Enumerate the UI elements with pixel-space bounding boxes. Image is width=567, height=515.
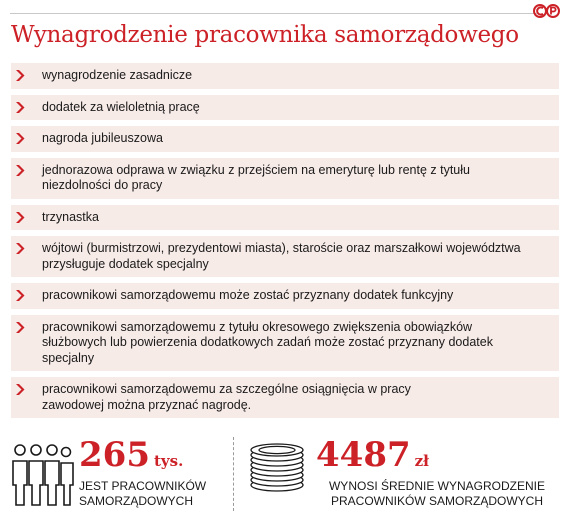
list-item xyxy=(11,377,559,418)
chevron-right-icon xyxy=(14,243,25,254)
list-item xyxy=(11,158,559,199)
employees-caption xyxy=(79,479,206,509)
list-item-text: nagroda jubileuszowa xyxy=(42,131,163,145)
employees-caption-line1: JEST PRACOWNIKÓW xyxy=(79,479,207,493)
chevron-right-icon xyxy=(14,165,25,176)
employees-value: 265 xyxy=(79,435,150,475)
list-item xyxy=(11,126,559,152)
chevron-right-icon xyxy=(14,70,25,81)
salary-unit: zł xyxy=(414,452,429,470)
salary-caption-line2: PRACOWNIKÓW SAMORZĄDOWYCH xyxy=(331,494,543,508)
salary-caption-line1: WYNOSI ŚREDNIE WYNAGRODZENIE xyxy=(328,479,546,493)
list-item xyxy=(11,236,559,277)
logo-icon xyxy=(533,2,563,20)
stats-footer xyxy=(0,433,567,515)
page-title: Wynagrodzenie pracownika samorządowego xyxy=(11,22,519,48)
list-item-text: jednorazowa odprawa w związku z przejściem na emeryturę lub rentę z tytułu niezdolności do pracy xyxy=(42,162,470,192)
salary-value: 4487 xyxy=(316,435,411,475)
list-item xyxy=(11,63,559,89)
list-item-text: dodatek za wieloletnią pracę xyxy=(42,99,200,114)
list-item-text: wynagrodzenie zasadnicze xyxy=(42,68,193,82)
coins-icon xyxy=(243,441,311,493)
list-item xyxy=(11,315,559,372)
list-item-text: trzynastka xyxy=(42,209,99,224)
people-icon xyxy=(10,439,74,507)
list-item-text: pracownikowi samorządowemu za szczególne osiągnięcia w pracy zawodowej można przyznać nagrodę. xyxy=(42,382,411,412)
list-item xyxy=(11,95,559,121)
chevron-right-icon xyxy=(14,290,25,301)
benefits-list xyxy=(11,63,559,424)
chevron-right-icon xyxy=(14,212,25,223)
employees-number xyxy=(79,435,184,475)
list-item-text: pracownikowi samorządowemu może zostać przyznany dodatek funkcyjny xyxy=(42,288,454,302)
list-item xyxy=(11,283,559,309)
salary-caption xyxy=(312,479,562,509)
chevron-right-icon xyxy=(14,102,25,113)
list-item-text: wójtowi (burmistrzowi, prezydentowi miasta), staroście oraz marszałkowi województwa przysługuje dodatek specjalny xyxy=(42,241,521,271)
stats-divider xyxy=(233,437,234,511)
list-item xyxy=(11,205,559,231)
chevron-right-icon xyxy=(14,384,25,395)
top-rule xyxy=(10,13,537,14)
salary-number xyxy=(316,435,429,475)
employees-caption-line2: SAMORZĄDOWYCH xyxy=(79,494,193,508)
employees-unit: tys. xyxy=(153,452,184,470)
chevron-right-icon xyxy=(14,322,25,333)
list-item-text: pracownikowi samorządowemu z tytułu okresowego zwiększenia obowiązków służbowych lub powierzenia dodatkowych zadań może zostać przyznany dodatek specjalny xyxy=(42,319,493,365)
chevron-right-icon xyxy=(14,133,25,144)
